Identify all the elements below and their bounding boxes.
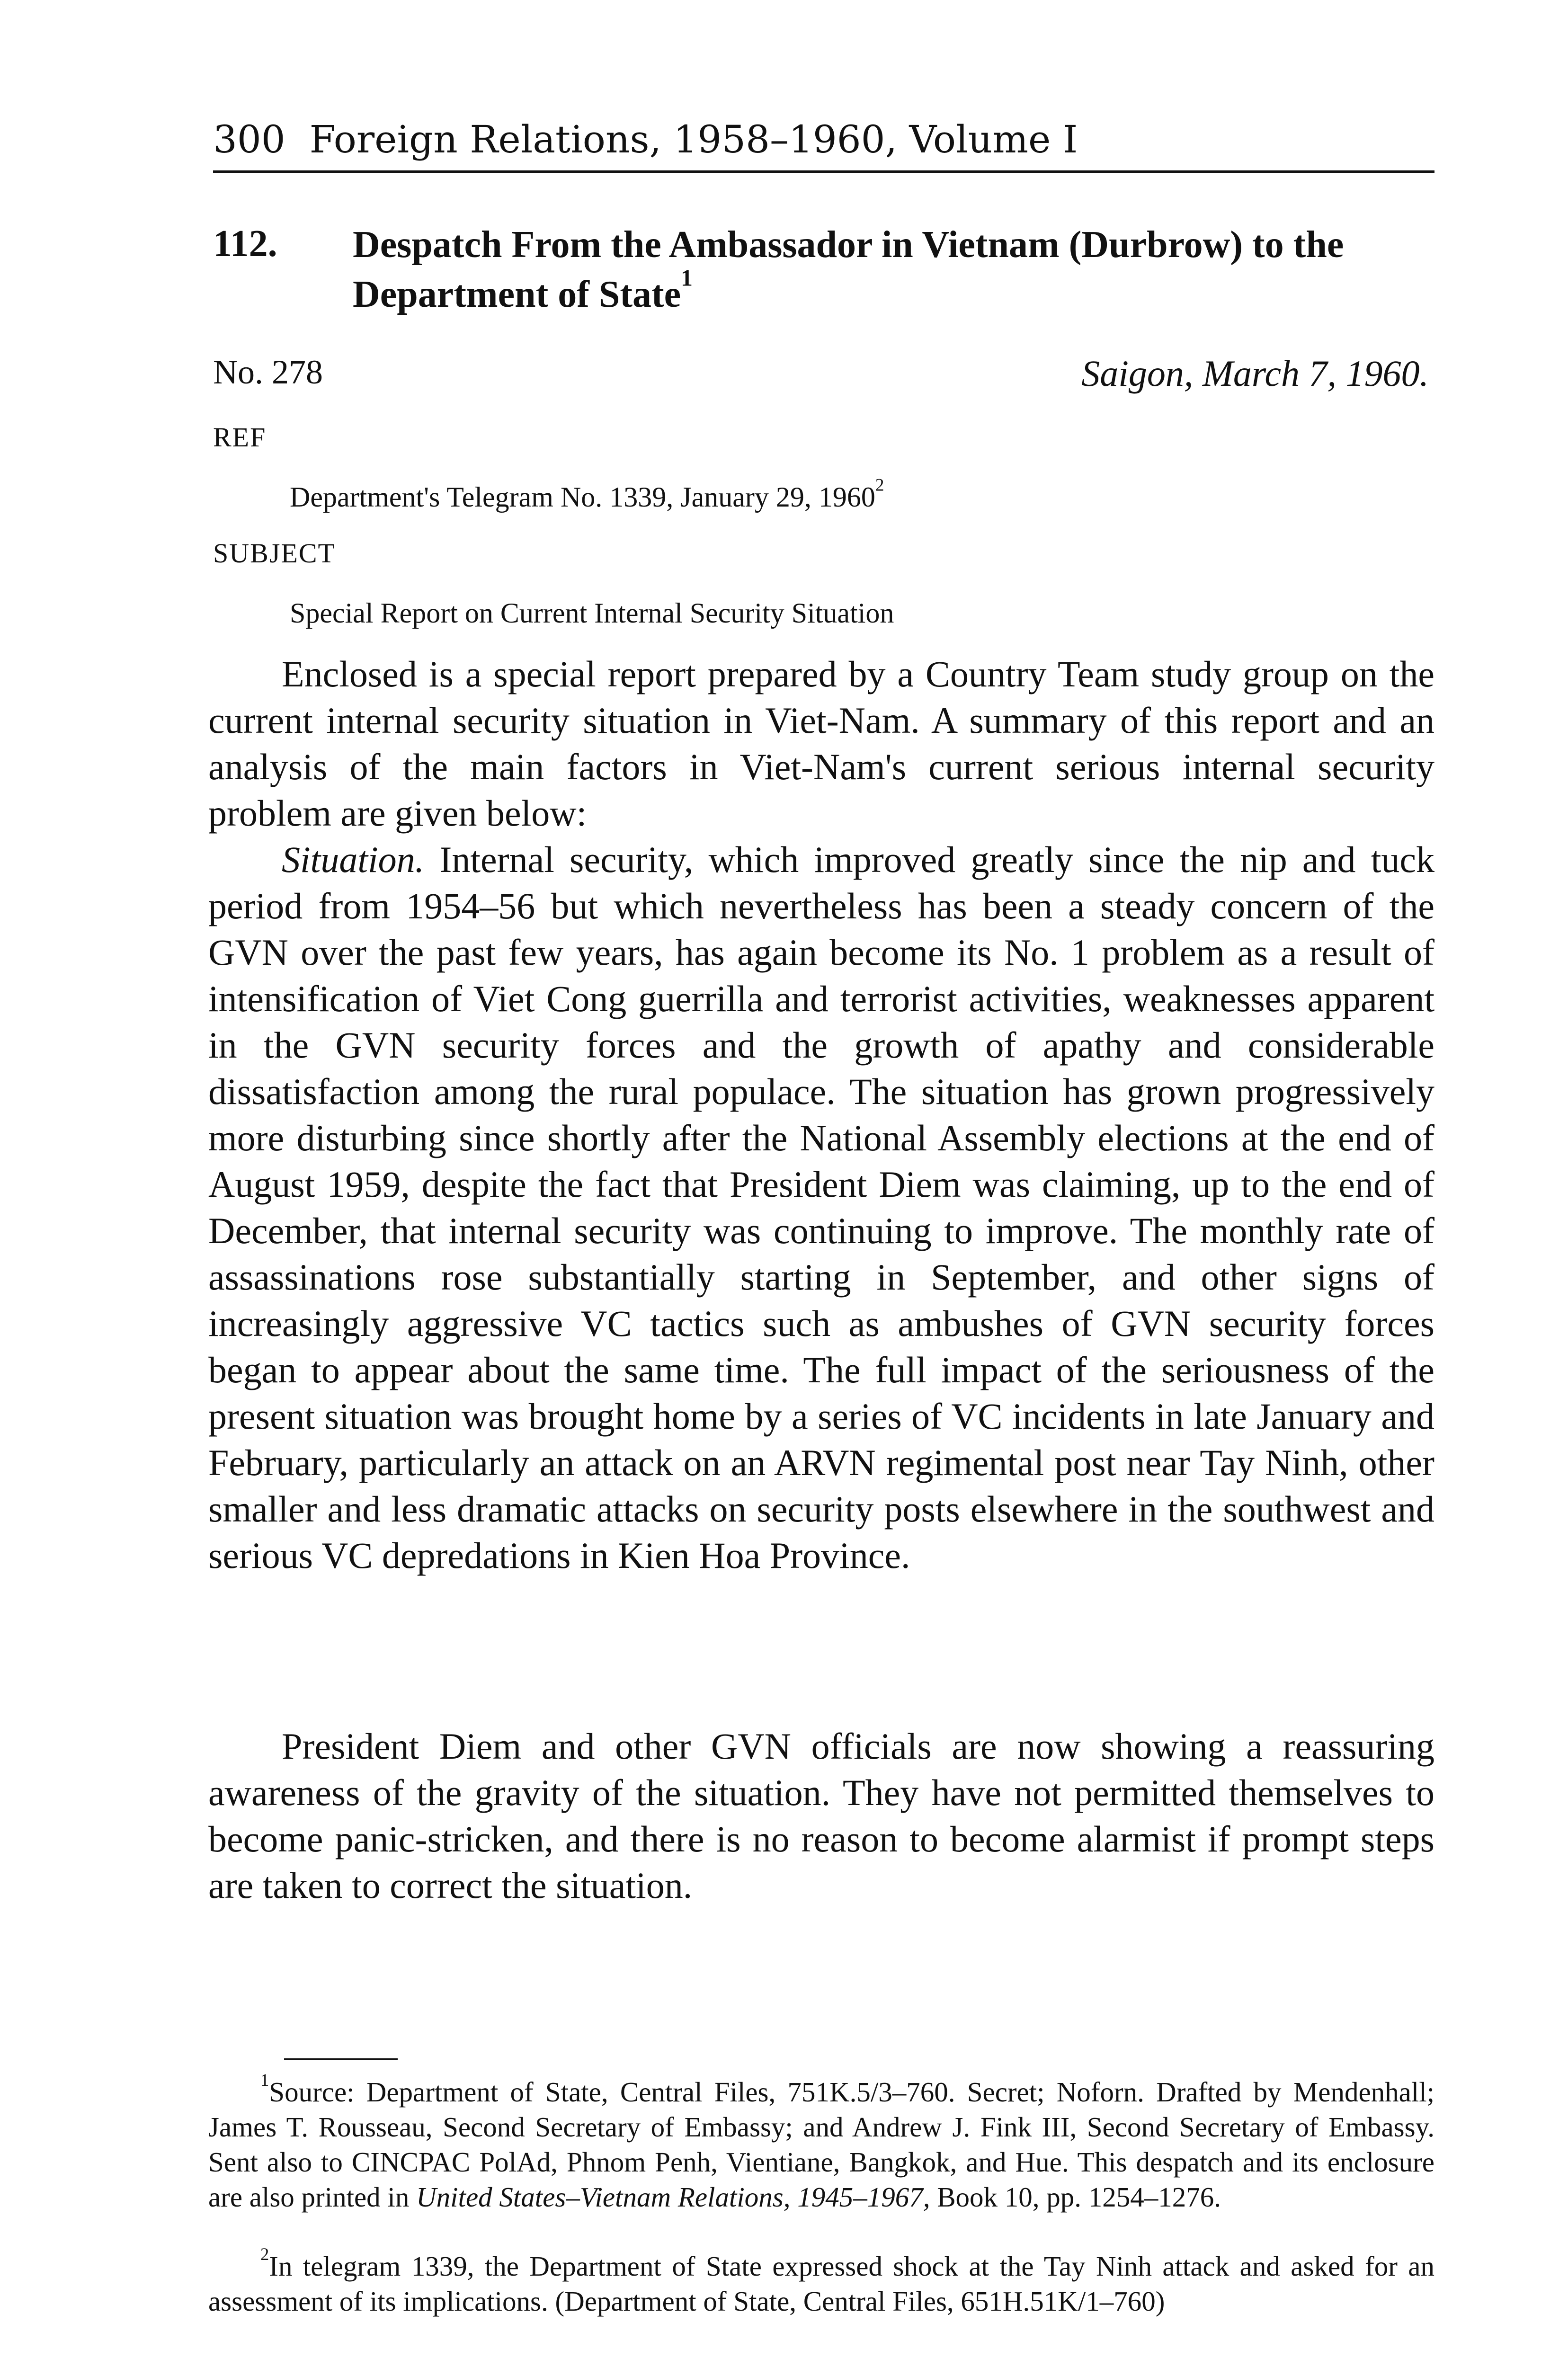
footnote-1-text: Source: Department of State, Central Files, 751K.5/3–760. Secret; Noforn. Drafted by Mendenhall; James T. Rousseau, Second Secretary of Embassy; and Andrew J. Fink III, Second Secretary of Embassy. Sent also to CINCPAC PolAd, Phnom Penh, Vientiane, Bangkok, and Hue. This despatch and its enclosure are also printed in xyxy=(208,2076,1434,2213)
dateline: Saigon, March 7, 1960. xyxy=(1081,353,1429,394)
subject-value: Special Report on Current Internal Security Situation xyxy=(290,597,894,629)
footnote-ref-1: 1 xyxy=(681,265,693,291)
footnote-rule xyxy=(284,2058,398,2060)
body-paragraph-1: Enclosed is a special report prepared by a Country Team study group on the current internal security situation in Viet-Nam. A summary of this report and an analysis of the main factors in Viet-Nam's current serious internal security problem are given below: xyxy=(208,653,1434,834)
situation-lead: Situation. xyxy=(282,839,425,880)
header-rule xyxy=(213,170,1434,173)
ref-label: REF xyxy=(213,422,267,453)
footnote-ref-2: 2 xyxy=(875,475,884,495)
footnote-2-text: In telegram 1339, the Department of State expressed shock at the Tay Ninh attack and asked for an assessment of its implications. (Department of State, Central Files, 651H.51K/1–760) xyxy=(208,2251,1434,2317)
body-paragraph-2 xyxy=(208,836,1434,1579)
despatch-number: No. 278 xyxy=(213,353,323,391)
footnote-2 xyxy=(208,2244,1434,2319)
document-title-text: Despatch From the Ambassador in Vietnam (Durbrow) to the Department of State xyxy=(353,224,1344,315)
footnote-1-pages: Book 10, pp. 1254–1276. xyxy=(937,2181,1221,2213)
running-head xyxy=(213,117,1434,161)
footnote-2-marker: 2 xyxy=(260,2244,269,2264)
footnote-1-citation: United States–Vietnam Relations, 1945–1967, xyxy=(416,2181,930,2213)
document-title xyxy=(353,220,1442,320)
ref-value-text: Department's Telegram No. 1339, January 29, 1960 xyxy=(290,481,875,513)
volume-title: Foreign Relations, 1958–1960, Volume I xyxy=(309,117,1078,161)
document-number: 112. xyxy=(213,223,277,265)
footnote-1-marker: 1 xyxy=(260,2070,269,2090)
page-number: 300 xyxy=(213,117,285,161)
situation-text: Internal security, which improved greatly since the nip and tuck period from 1954–56 but which nevertheless has been a steady concern of the GVN over the past few years, has again become its No. 1 problem as a result of intensification of Viet Cong guerrilla and terrorist activities, weaknesses apparent in the GVN security forces and the growth of apathy and considerable dissatisfaction among the rural populace. The situation has grown progressively more disturbing since shortly after the National Assembly elections at the end of August 1959, despite the fact that President Diem was claiming, up to the end of December, that internal security was continuing to improve. The monthly rate of assassinations rose substantially starting in September, and other signs of increasingly aggressive VC tactics such as ambushes of GVN security forces began to appear about the same time. The full impact of the seriousness of the present situation was brought home by a series of VC incidents in late January and February, particularly an attack on an ARVN regimental post near Tay Ninh, other smaller and less dramatic attacks on security posts elsewhere in the southwest and serious VC depredations in Kien Hoa Province. xyxy=(208,839,1434,1576)
subject-label: SUBJECT xyxy=(213,538,336,569)
footnote-1 xyxy=(208,2070,1434,2215)
ref-value xyxy=(290,475,884,513)
body-paragraph-3: President Diem and other GVN officials are now showing a reassuring awareness of the gravity of the situation. They have not permitted themselves to become panic-stricken, and there is no reason to become alarmist if prompt steps are taken to correct the situation. xyxy=(208,1726,1434,1906)
